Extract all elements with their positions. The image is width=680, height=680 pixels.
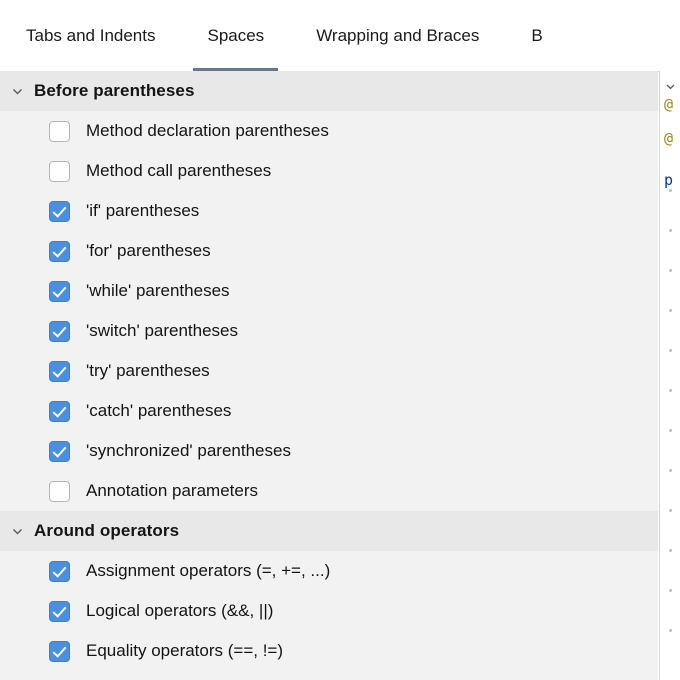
list-item-label: Annotation parameters (86, 481, 258, 500)
tab-label: Tabs and Indents (26, 26, 156, 45)
tab-wrapping-and-braces[interactable] (290, 1, 505, 71)
list-item-label: Assignment operators (=, +=, ...) (86, 561, 331, 580)
checkbox-box[interactable] (49, 321, 70, 342)
checkbox[interactable] (40, 201, 78, 222)
list-item[interactable] (0, 151, 658, 191)
tab-bar (0, 0, 680, 72)
checkbox-box[interactable] (49, 281, 70, 302)
list-item[interactable] (0, 271, 658, 311)
list-item-label: 'while' parentheses (86, 281, 230, 300)
list-item-label: 'synchronized' parentheses (86, 441, 291, 460)
checkbox[interactable] (40, 281, 78, 302)
list-item-label: Method call parentheses (86, 161, 272, 180)
checkbox[interactable] (40, 561, 78, 582)
checkbox-box[interactable] (49, 441, 70, 462)
checkbox[interactable] (40, 361, 78, 382)
tab-tabs-and-indents[interactable] (0, 1, 181, 71)
list-item[interactable] (0, 351, 658, 391)
checkbox[interactable] (40, 481, 78, 502)
spaces-settings-list[interactable] (0, 71, 658, 680)
settings-group-before-parentheses[interactable] (0, 71, 658, 111)
list-item[interactable] (0, 551, 658, 591)
preview-code-line: p (664, 171, 674, 189)
checkbox-box[interactable] (49, 361, 70, 382)
list-item[interactable] (0, 231, 658, 271)
list-item[interactable] (0, 391, 658, 431)
checkbox-box[interactable] (49, 601, 70, 622)
settings-group-around-operators[interactable] (0, 511, 658, 551)
list-item[interactable] (0, 111, 658, 151)
list-item-label: Method declaration parentheses (86, 121, 329, 140)
group-label: Around operators (34, 521, 180, 540)
list-item-label: 'for' parentheses (86, 241, 211, 260)
list-item-label: 'try' parentheses (86, 361, 210, 380)
list-item[interactable] (0, 631, 658, 671)
list-item-label: Equality operators (==, !=) (86, 641, 284, 660)
chevron-down-icon[interactable] (0, 525, 34, 538)
list-item[interactable] (0, 311, 658, 351)
checkbox[interactable] (40, 601, 78, 622)
group-label: Before parentheses (34, 81, 195, 100)
checkbox[interactable] (40, 321, 78, 342)
checkbox-box[interactable] (49, 481, 70, 502)
checkbox[interactable] (40, 161, 78, 182)
list-item[interactable] (0, 591, 658, 631)
tab-label: B (531, 26, 543, 45)
list-item[interactable] (0, 191, 658, 231)
preview-code-line: @ (664, 95, 674, 113)
checkbox-box[interactable] (49, 241, 70, 262)
tab-spaces[interactable] (181, 1, 290, 71)
checkbox-box[interactable] (49, 201, 70, 222)
checkbox[interactable] (40, 241, 78, 262)
chevron-down-icon[interactable] (661, 77, 679, 95)
list-item-label: 'catch' parentheses (86, 401, 232, 420)
list-item-label: 'if' parentheses (86, 201, 200, 220)
checkbox[interactable] (40, 641, 78, 662)
checkbox-box[interactable] (49, 641, 70, 662)
list-item[interactable] (0, 431, 658, 471)
checkbox-box[interactable] (49, 401, 70, 422)
tab-label: Wrapping and Braces (316, 26, 480, 45)
chevron-down-icon[interactable] (0, 85, 34, 98)
checkbox[interactable] (40, 401, 78, 422)
list-item[interactable] (0, 471, 658, 511)
checkbox-box[interactable] (49, 161, 70, 182)
checkbox-box[interactable] (49, 121, 70, 142)
list-item-label: Logical operators (&&, ||) (86, 601, 274, 620)
preview-code-line: @ (664, 129, 674, 147)
code-preview-pane[interactable] (659, 71, 680, 680)
checkbox[interactable] (40, 121, 78, 142)
list-item[interactable] (0, 671, 658, 680)
tab-label: Spaces (207, 26, 265, 45)
fold-gutter-dots (669, 189, 672, 669)
checkbox-box[interactable] (49, 561, 70, 582)
tab-blank-lines[interactable] (505, 1, 568, 71)
list-item-label: 'switch' parentheses (86, 321, 239, 340)
checkbox[interactable] (40, 441, 78, 462)
